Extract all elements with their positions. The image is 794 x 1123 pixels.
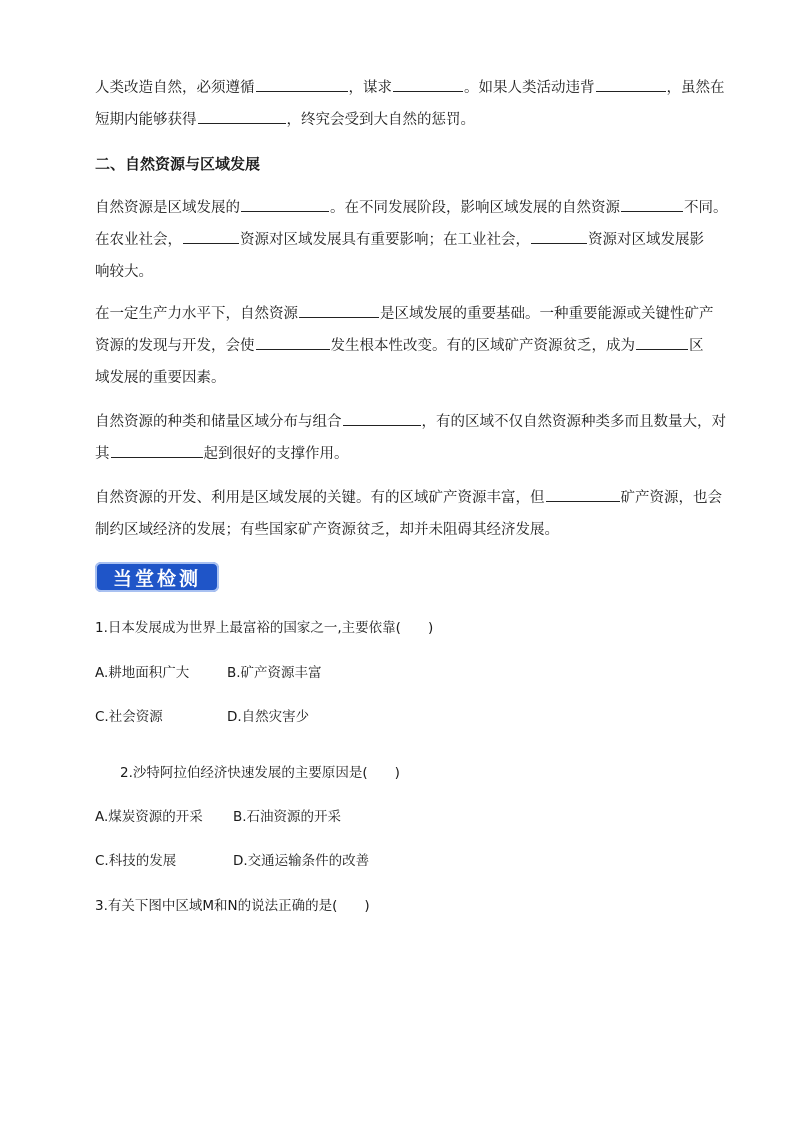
text-segment: 短期内能够获得: [95, 112, 197, 128]
option-a[interactable]: A.耕地面积广大: [95, 665, 190, 681]
quiz-section-banner: 当堂检测: [95, 562, 219, 592]
option-d[interactable]: D.自然灾害少: [227, 709, 310, 725]
text-segment: 自然资源的种类和储量区域分布与组合: [95, 414, 342, 430]
text-segment: 。如果人类活动违背: [464, 80, 595, 96]
fill-blank[interactable]: [256, 77, 348, 92]
question-1-stem: 1.日本发展成为世界上最富裕的国家之一,主要依靠( ): [95, 620, 434, 636]
text-line: [95, 330, 710, 362]
text-segment: ，终究会受到大自然的惩罚。: [286, 112, 475, 128]
option-d[interactable]: D.交通运输条件的改善: [233, 853, 370, 869]
text-segment: 域发展的重要因素。: [95, 370, 226, 386]
question-2-stem: 2.沙特阿拉伯经济快速发展的主要原因是( ): [120, 765, 400, 781]
fill-blank[interactable]: [183, 229, 239, 244]
question-1-options-row-2: [95, 706, 309, 728]
text-segment: 资源对区域发展影: [588, 232, 704, 248]
text-segment: 在农业社会，: [95, 232, 182, 248]
text-segment: 是区域发展的重要基础。一种重要能源或关键性矿产: [380, 306, 714, 322]
text-line: [95, 406, 726, 438]
option-c[interactable]: C.社会资源: [95, 709, 163, 725]
text-segment: ，有的区域不仅自然资源种类多而且数量大，对: [421, 414, 726, 430]
fill-blank[interactable]: [596, 77, 666, 92]
text-segment: ，虽然在: [666, 80, 725, 96]
text-segment: 资源的发现与开发，会使: [95, 338, 255, 354]
text-line: [95, 224, 710, 256]
option-c[interactable]: C.科技的发展: [95, 853, 177, 869]
text-segment: 起到很好的支撑作用。: [203, 446, 349, 462]
text-line: [95, 72, 725, 104]
text-line: [95, 298, 714, 330]
text-line: [95, 256, 710, 288]
text-line: [95, 362, 710, 394]
question-2-options-row-1: [95, 806, 341, 828]
text-line: [95, 514, 710, 546]
option-a[interactable]: A.煤炭资源的开采: [95, 809, 203, 825]
fill-blank[interactable]: [531, 229, 587, 244]
fill-blank[interactable]: [299, 303, 379, 318]
question-3-stem: 3.有关下图中区域M和N的说法正确的是( ): [95, 898, 370, 914]
text-segment: 不同。: [684, 200, 728, 216]
text-segment: 区: [689, 338, 704, 354]
text-segment: 人类改造自然，必须遵循: [95, 80, 255, 96]
text-segment: 在一定生产力水平下，自然资源: [95, 306, 298, 322]
text-segment: 自然资源是区域发展的: [95, 200, 240, 216]
fill-blank[interactable]: [621, 197, 683, 212]
text-segment: 自然资源的开发、利用是区域发展的关键。有的区域矿产资源丰富，但: [95, 490, 545, 506]
text-segment: 矿产资源，也会: [620, 490, 722, 506]
question-1-options-row-1: [95, 662, 322, 684]
option-b[interactable]: B.矿产资源丰富: [227, 665, 322, 681]
text-segment: 。在不同发展阶段，影响区域发展的自然资源: [330, 200, 620, 216]
option-b[interactable]: B.石油资源的开采: [233, 809, 342, 825]
text-segment: 响较大。: [95, 264, 153, 280]
paragraph-development-key: [95, 482, 722, 546]
section-heading: 二、自然资源与区域发展: [95, 155, 261, 173]
fill-blank[interactable]: [343, 411, 421, 426]
fill-blank[interactable]: [546, 487, 620, 502]
question-2-options-row-2: [95, 850, 369, 872]
text-segment: 其: [95, 446, 110, 462]
text-line: [95, 104, 710, 136]
fill-blank[interactable]: [241, 197, 329, 212]
text-segment: 资源对区域发展具有重要影响；在工业社会，: [240, 232, 530, 248]
paragraph-human-nature: [95, 72, 725, 136]
fill-blank[interactable]: [636, 335, 688, 350]
text-line: [95, 482, 722, 514]
fill-blank[interactable]: [198, 109, 286, 124]
text-line: [95, 192, 728, 224]
paragraph-productivity: [95, 298, 714, 394]
fill-blank[interactable]: [256, 335, 330, 350]
text-line: [95, 438, 710, 470]
paragraph-resources-foundation: [95, 192, 728, 288]
fill-blank[interactable]: [393, 77, 463, 92]
text-segment: ，谋求: [348, 80, 392, 96]
text-segment: 制约区域经济的发展；有些国家矿产资源贫乏，却并未阻碍其经济发展。: [95, 522, 559, 538]
paragraph-distribution: [95, 406, 726, 470]
fill-blank[interactable]: [111, 443, 203, 458]
text-segment: 发生根本性改变。有的区域矿产资源贫乏，成为: [330, 338, 635, 354]
